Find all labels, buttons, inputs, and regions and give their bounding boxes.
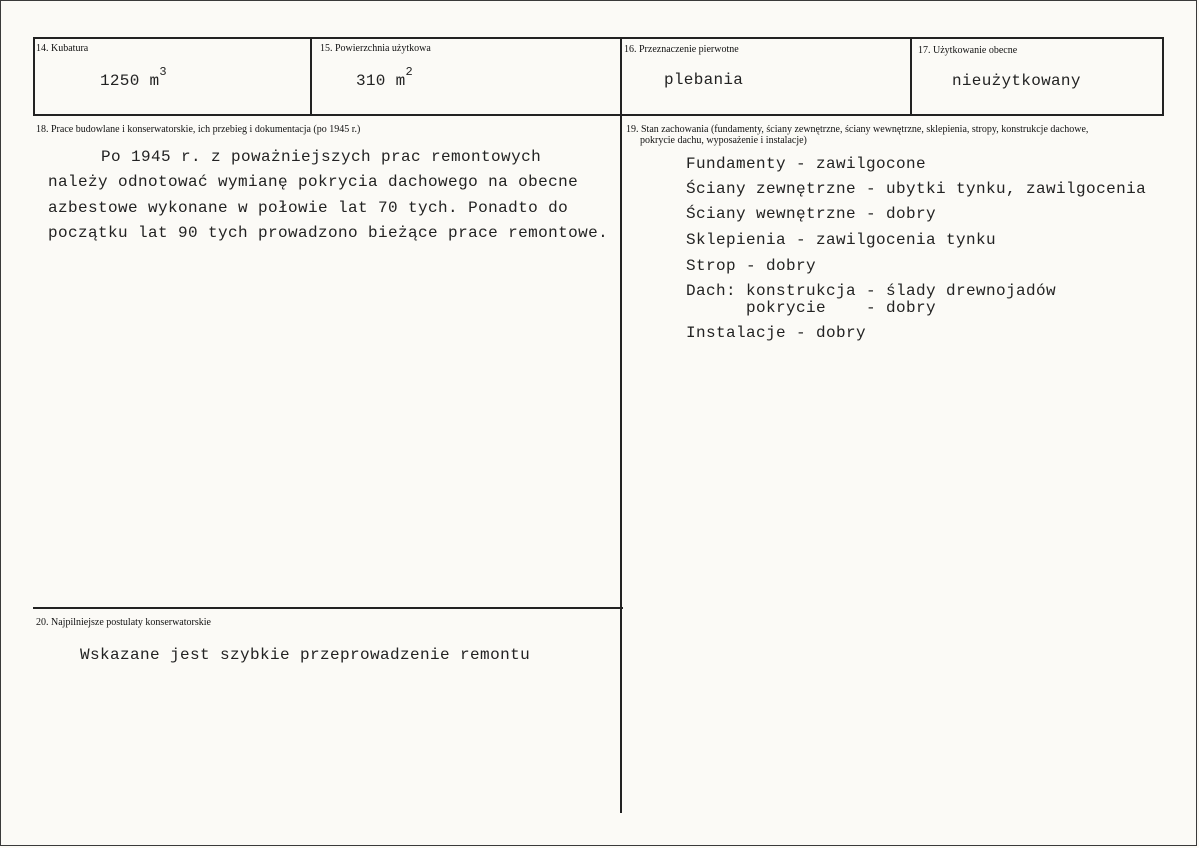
divider-15-16	[620, 37, 622, 813]
cell17-label: 17. Użytkowanie obecne	[918, 45, 1018, 56]
right-border	[1162, 37, 1164, 116]
area-unit-sup: 2	[405, 65, 414, 79]
top-rule	[33, 37, 1164, 39]
section19-line-6: Dach: konstrukcja - ślady drewnojadów	[686, 282, 1057, 300]
cubature-value: 1250 m	[100, 72, 160, 90]
section18-label: 18. Prace budowlane i konserwatorskie, ich przebieg i dokumentacja (po 1945 r.)	[36, 124, 361, 135]
section18-line-2: należy odnotować wymianę pokrycia dachowego na obecne	[48, 173, 579, 191]
cubature-unit-sup: 3	[159, 65, 167, 79]
section18-line-4: początku lat 90 tych prowadzono bieżące prace remontowe.	[48, 224, 609, 242]
section20-label: 20. Najpilniejsze postulaty konserwatorskie	[36, 617, 211, 628]
cell16-value: plebania	[664, 71, 744, 89]
section19-label-line1: 19. Stan zachowania (fundamenty, ściany zewnętrzne, ściany wewnętrzne, sklepienia, stropy, konstrukcje dachowe,	[626, 124, 1089, 135]
section19-line-8: Instalacje - dobry	[686, 324, 867, 342]
left-border	[33, 37, 35, 116]
section19-line-3: Ściany wewnętrzne - dobry	[686, 205, 937, 223]
cell16-label: 16. Przeznaczenie pierwotne	[624, 44, 739, 55]
section19-line-7: pokrycie - dobry	[686, 299, 937, 317]
divider-14-15	[310, 37, 312, 116]
section19-line-4: Sklepienia - zawilgocenia tynku	[686, 231, 997, 249]
cell17-value: nieużytkowany	[952, 72, 1081, 90]
section20-top-rule	[33, 607, 623, 609]
cell15-label: 15. Powierzchnia użytkowa	[320, 43, 431, 54]
section18-line-3: azbestowe wykonane w połowie lat 70 tych. Ponadto do	[48, 199, 569, 217]
section18-line-1: Po 1945 r. z poważniejszych prac remontowych	[101, 148, 542, 166]
area-value: 310 m	[356, 72, 406, 90]
section19-line-1: Fundamenty - zawilgocone	[686, 155, 927, 173]
section19-label-line2: pokrycie dachu, wyposażenie i instalacje)	[640, 135, 807, 146]
cell14-value	[100, 65, 167, 90]
cell15-value	[356, 65, 414, 90]
section19-line-2: Ściany zewnętrzne - ubytki tynku, zawilgocenia	[686, 180, 1147, 198]
cell14-label: 14. Kubatura	[36, 43, 89, 54]
header-bottom-rule	[33, 114, 1164, 116]
divider-16-17	[910, 37, 912, 116]
section19-line-5: Strop - dobry	[686, 257, 817, 275]
section20-text: Wskazane jest szybkie przeprowadzenie remontu	[80, 646, 531, 664]
